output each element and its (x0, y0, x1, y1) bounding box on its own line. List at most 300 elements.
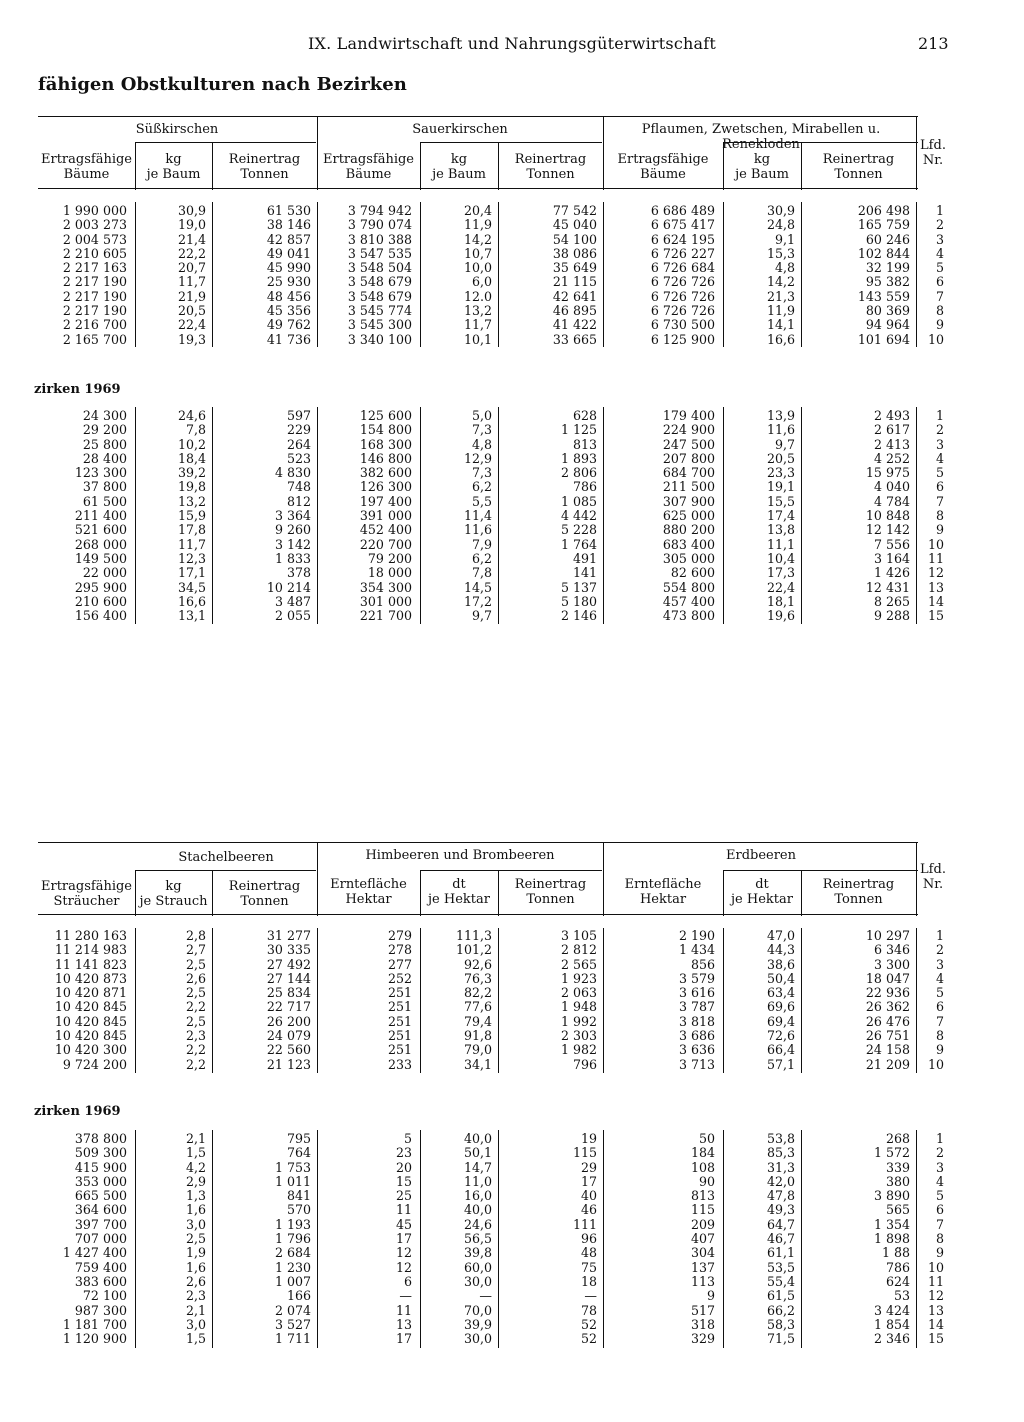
cell-per-unit: 5,0 (471, 408, 492, 423)
cell-trees-or-area: 126 300 (359, 479, 412, 495)
cell-trees-or-bushes: 415 900 (74, 1159, 127, 1175)
table-row (38, 318, 948, 332)
cell-trees-or-area: 20 (395, 1159, 412, 1175)
cell-trees-or-area: 6 726 726 (650, 303, 715, 319)
cell-per-unit: 16,6 (766, 331, 795, 347)
cell-per-unit: 42,0 (766, 1173, 795, 1189)
cell-yield: 597 (286, 408, 311, 423)
cell-yield: 165 759 (857, 217, 910, 233)
table-row (38, 1261, 948, 1275)
cell-trees-or-area: 3 545 300 (347, 317, 412, 333)
cell-trees-or-bushes: 1 990 000 (62, 203, 127, 218)
cell-trees-or-area: 82 600 (670, 565, 715, 581)
cell-yield: 339 (885, 1159, 910, 1175)
cell-yield: 786 (572, 479, 597, 495)
cell-per-unit: 47,0 (766, 928, 795, 943)
cell-yield: 1 007 (274, 1273, 311, 1289)
cell-yield: 380 (885, 1173, 910, 1189)
table-row (38, 261, 948, 275)
cell-per-unit: 66,4 (766, 1042, 795, 1058)
cell-per-unit: 4,2 (185, 1159, 206, 1175)
cell-per-unit: 21,9 (177, 288, 206, 304)
cell-per-unit: 53,8 (766, 1131, 795, 1146)
cell-trees-or-area: 625 000 (662, 508, 715, 524)
cell-per-unit: 4,8 (774, 260, 795, 276)
cell-yield: 17 (580, 1173, 597, 1189)
col-header-kg: kg je Baum (735, 152, 789, 182)
data-rows-section-b (38, 1132, 948, 1346)
cell-yield: 1 572 (873, 1145, 910, 1161)
cell-row-number: 6 (935, 999, 944, 1015)
cell-trees-or-area: 251 (387, 1013, 412, 1029)
cell-yield: 166 (286, 1288, 311, 1304)
cell-row-number: 3 (935, 436, 944, 452)
cell-row-number: 14 (927, 1316, 944, 1332)
cell-per-unit: 53,5 (766, 1259, 795, 1275)
cell-yield: 1 711 (274, 1331, 311, 1347)
table-row (38, 1246, 948, 1260)
cell-per-unit: 7,9 (471, 536, 492, 552)
cell-per-unit: 19,8 (177, 479, 206, 495)
cell-per-unit: 72,6 (766, 1028, 795, 1044)
data-rows-section-b (38, 409, 948, 623)
cell-trees-or-area: 12 (395, 1245, 412, 1261)
cell-yield: 264 (286, 436, 311, 452)
cell-trees-or-area: 457 400 (662, 593, 715, 609)
cell-trees-or-area: 6 624 195 (650, 231, 715, 247)
cell-trees-or-area: 6 726 227 (650, 245, 715, 261)
cell-trees-or-area: 3 579 (678, 970, 715, 986)
cell-trees-or-bushes: 10 420 871 (54, 985, 127, 1001)
col-header-area: Ernteﬂäche Hektar (624, 877, 702, 907)
cell-trees-or-area: 209 (690, 1216, 715, 1232)
cell-trees-or-area: 277 (387, 956, 412, 972)
cell-trees-or-bushes: 2 004 573 (62, 231, 127, 247)
cell-trees-or-area: 17 (395, 1331, 412, 1347)
cell-per-unit: 22,2 (177, 245, 206, 261)
cell-trees-or-area: 251 (387, 999, 412, 1015)
cell-per-unit: 60,0 (463, 1259, 492, 1275)
cell-per-unit: 2,1 (185, 1302, 206, 1318)
cell-per-unit: 24,6 (463, 1216, 492, 1232)
cell-yield: 786 (885, 1259, 910, 1275)
cell-row-number: 7 (935, 1216, 944, 1232)
cell-yield: 2 812 (560, 942, 597, 958)
cell-per-unit: 85,3 (766, 1145, 795, 1161)
cell-row-number: 13 (927, 1302, 944, 1318)
col-header-trees: Ertragsfähige Bäume (41, 152, 132, 182)
cell-trees-or-area: 6 730 500 (650, 317, 715, 333)
cell-per-unit: 30,9 (177, 203, 206, 218)
cell-per-unit: 2,2 (185, 1042, 206, 1058)
table-row (38, 438, 948, 452)
cell-yield: 3 487 (274, 593, 311, 609)
cell-per-unit: 14,2 (463, 231, 492, 247)
cell-per-unit: 2,5 (185, 1013, 206, 1029)
col-header-bushes: Ertragsfähige Sträucher (41, 879, 132, 909)
cell-trees-or-area: 17 (395, 1231, 412, 1247)
cell-trees-or-area: 220 700 (359, 536, 412, 552)
cell-per-unit: 13,9 (766, 408, 795, 423)
cell-trees-or-bushes: 2 217 190 (62, 274, 127, 290)
cell-yield: 38 086 (552, 245, 597, 261)
cell-row-number: 13 (927, 579, 944, 595)
cell-per-unit: 76,3 (463, 970, 492, 986)
cell-per-unit: 19,0 (177, 217, 206, 233)
cell-per-unit: 21,4 (177, 231, 206, 247)
cell-yield: 1 011 (274, 1173, 311, 1189)
cell-per-unit: 9,1 (774, 231, 795, 247)
cell-row-number: 11 (927, 550, 944, 566)
table-row (38, 581, 948, 595)
col-header-yield: Reinertrag Tonnen (822, 152, 895, 182)
cell-per-unit: 2,3 (185, 1288, 206, 1304)
cell-yield: 3 364 (274, 508, 311, 524)
header-bottom-rule (38, 914, 918, 915)
cell-trees-or-area: 45 (395, 1216, 412, 1232)
cell-trees-or-bushes: 211 400 (74, 508, 127, 524)
cell-yield: 1 948 (560, 999, 597, 1015)
cell-trees-or-area: 3 616 (678, 985, 715, 1001)
page-number: 213 (918, 34, 949, 53)
cell-trees-or-area: 3 547 535 (347, 245, 412, 261)
cell-per-unit: 19,6 (766, 608, 795, 624)
cell-per-unit: 3,0 (185, 1316, 206, 1332)
cell-trees-or-area: 3 818 (678, 1013, 715, 1029)
cell-yield: 2 146 (560, 608, 597, 624)
cell-per-unit: 13,2 (463, 303, 492, 319)
cell-trees-or-area: 813 (690, 1188, 715, 1204)
cell-yield: 378 (286, 565, 311, 581)
cell-trees-or-area: 211 500 (662, 479, 715, 495)
cell-yield: 94 964 (865, 317, 910, 333)
cell-trees-or-bushes: 25 800 (82, 436, 127, 452)
table-row (38, 480, 948, 494)
cell-per-unit: 6,2 (471, 550, 492, 566)
cell-yield: 143 559 (857, 288, 910, 304)
cell-yield: 21 123 (266, 1056, 311, 1072)
table-row (38, 523, 948, 537)
cell-trees-or-area: 115 (690, 1202, 715, 1218)
cell-per-unit: 1,6 (185, 1202, 206, 1218)
cell-yield: 795 (286, 1131, 311, 1146)
cell-trees-or-bushes: 1 181 700 (62, 1316, 127, 1332)
cell-per-unit: 56,5 (463, 1231, 492, 1247)
cell-yield: 1 898 (873, 1231, 910, 1247)
cell-row-number: 5 (935, 465, 944, 481)
cell-trees-or-area: 113 (690, 1273, 715, 1289)
cell-trees-or-area: 407 (690, 1231, 715, 1247)
table-row (38, 290, 948, 304)
cell-per-unit: 14,2 (766, 274, 795, 290)
cell-per-unit: 1,6 (185, 1259, 206, 1275)
table-row (38, 972, 948, 986)
table-row (38, 1132, 948, 1146)
cell-yield: 27 144 (266, 970, 311, 986)
cell-per-unit: 2,2 (185, 999, 206, 1015)
cell-trees-or-bushes: 149 500 (74, 550, 127, 566)
cell-trees-or-area: 125 600 (359, 408, 412, 423)
table-row (38, 986, 948, 1000)
cell-yield: 21 209 (865, 1056, 910, 1072)
cell-per-unit: 47,8 (766, 1188, 795, 1204)
cell-row-number: 10 (927, 1259, 944, 1275)
table-row (38, 304, 948, 318)
cell-per-unit: 92,6 (463, 956, 492, 972)
table-top-rule (38, 842, 918, 843)
table-row (38, 566, 948, 580)
cell-per-unit: 9,7 (471, 608, 492, 624)
table-row (38, 609, 948, 623)
cell-trees-or-bushes: 61 500 (82, 493, 127, 509)
cell-row-number: 3 (935, 1159, 944, 1175)
group-rule (420, 142, 602, 143)
col-header-yield: Reinertrag Tonnen (228, 879, 301, 909)
cell-yield: 4 830 (274, 465, 311, 481)
cell-trees-or-area: 318 (690, 1316, 715, 1332)
cell-trees-or-area: 154 800 (359, 422, 412, 438)
cell-per-unit: 10,7 (463, 245, 492, 261)
cell-row-number: 9 (935, 1245, 944, 1261)
col-header-yield: Reinertrag Tonnen (514, 152, 587, 182)
cell-per-unit: 5,5 (471, 493, 492, 509)
cell-per-unit: 2,5 (185, 1231, 206, 1247)
cell-per-unit: 10,4 (766, 550, 795, 566)
cell-yield: 12 142 (865, 522, 910, 538)
cell-trees-or-area: 25 (395, 1188, 412, 1204)
cell-row-number: 1 (935, 1131, 944, 1146)
table-row (38, 958, 948, 972)
cell-trees-or-area: 305 000 (662, 550, 715, 566)
cell-trees-or-area: 13 (395, 1316, 412, 1332)
cell-per-unit: 3,0 (185, 1216, 206, 1232)
group-rule (724, 870, 918, 871)
cell-yield: 3 527 (274, 1316, 311, 1332)
cell-yield: 77 542 (552, 203, 597, 218)
cell-yield: 5 228 (560, 522, 597, 538)
cell-trees-or-area: — (399, 1288, 412, 1304)
cell-per-unit: 17,8 (177, 522, 206, 538)
page-title: fähigen Obstkulturen nach Bezirken (38, 74, 407, 95)
cell-yield: 41 736 (266, 331, 311, 347)
cell-trees-or-area: 12 (395, 1259, 412, 1275)
cell-yield: 15 975 (865, 465, 910, 481)
cell-yield: 3 300 (873, 956, 910, 972)
cell-per-unit: 1,9 (185, 1245, 206, 1261)
cell-trees-or-area: 6 726 684 (650, 260, 715, 276)
table-row (38, 509, 948, 523)
cell-row-number: 3 (935, 231, 944, 247)
cell-yield: 4 252 (873, 450, 910, 466)
cell-per-unit: 2,1 (185, 1131, 206, 1146)
cell-trees-or-area: 684 700 (662, 465, 715, 481)
cell-per-unit: 14,5 (463, 579, 492, 595)
group-header-suesskirschen: Süßkirschen (135, 122, 219, 137)
group-header-erdbeeren: Erdbeeren (725, 848, 796, 863)
cell-trees-or-area: 137 (690, 1259, 715, 1275)
cell-yield: 1 796 (274, 1231, 311, 1247)
cell-per-unit: 2,5 (185, 956, 206, 972)
cell-trees-or-bushes: 2 217 190 (62, 303, 127, 319)
cell-per-unit: 13,1 (177, 608, 206, 624)
cell-per-unit: 39,9 (463, 1316, 492, 1332)
section-label: zirken 1969 (34, 1104, 121, 1119)
cell-row-number: 12 (927, 1288, 944, 1304)
cell-trees-or-area: 3 548 504 (347, 260, 412, 276)
cell-yield: 841 (286, 1188, 311, 1204)
cell-per-unit: 55,4 (766, 1273, 795, 1289)
cell-trees-or-area: 307 900 (662, 493, 715, 509)
cell-yield: 101 694 (857, 331, 910, 347)
cell-yield: 22 717 (266, 999, 311, 1015)
cell-yield: 2 493 (873, 408, 910, 423)
column-rule (916, 116, 917, 190)
group-rule (724, 142, 918, 143)
cell-per-unit: 21,3 (766, 288, 795, 304)
cell-trees-or-area: 168 300 (359, 436, 412, 452)
cell-trees-or-bushes: 1 427 400 (62, 1245, 127, 1261)
cell-per-unit: 11,4 (463, 508, 492, 524)
table-row (38, 1203, 948, 1217)
cell-per-unit: 22,4 (766, 579, 795, 595)
cell-trees-or-bushes: 509 300 (74, 1145, 127, 1161)
cell-yield: 80 369 (865, 303, 910, 319)
cell-yield: 4 040 (873, 479, 910, 495)
cell-trees-or-area: 2 190 (678, 928, 715, 943)
cell-trees-or-area: 391 000 (359, 508, 412, 524)
cell-trees-or-area: 233 (387, 1056, 412, 1072)
cell-yield: 61 530 (266, 203, 311, 218)
cell-trees-or-bushes: 2 217 163 (62, 260, 127, 276)
cell-row-number: 1 (935, 408, 944, 423)
cell-yield: 18 (580, 1273, 597, 1289)
cell-row-number: 7 (935, 493, 944, 509)
cell-per-unit: 2,2 (185, 1056, 206, 1072)
cell-trees-or-bushes: 210 600 (74, 593, 127, 609)
cell-yield: 141 (572, 565, 597, 581)
cell-yield: 4 442 (560, 508, 597, 524)
cell-per-unit: 17,1 (177, 565, 206, 581)
cell-trees-or-area: 11 (395, 1302, 412, 1318)
cell-yield: 764 (286, 1145, 311, 1161)
table-row (38, 1304, 948, 1318)
cell-per-unit: 2,7 (185, 942, 206, 958)
cell-yield: 52 (580, 1316, 597, 1332)
table-row (38, 247, 948, 261)
table-row (38, 1000, 948, 1014)
cell-row-number: 5 (935, 985, 944, 1001)
cell-yield: 21 115 (552, 274, 597, 290)
cell-yield: 45 356 (266, 303, 311, 319)
cell-trees-or-bushes: 364 600 (74, 1202, 127, 1218)
cell-trees-or-area: 197 400 (359, 493, 412, 509)
cell-trees-or-bushes: 10 420 845 (54, 999, 127, 1015)
cell-yield: 95 382 (865, 274, 910, 290)
cell-yield: 1 125 (560, 422, 597, 438)
cell-yield: 24 079 (266, 1028, 311, 1044)
cell-yield: 75 (580, 1259, 597, 1275)
cell-per-unit: 111,3 (455, 928, 492, 943)
cell-per-unit: 13,8 (766, 522, 795, 538)
cell-per-unit: 7,3 (471, 422, 492, 438)
cell-yield: 111 (572, 1216, 597, 1232)
cell-yield: 1 8̈8 (881, 1245, 910, 1261)
cell-yield: 3 142 (274, 536, 311, 552)
cell-trees-or-bushes: 2 003 273 (62, 217, 127, 233)
table-row (38, 1146, 948, 1160)
cell-trees-or-area: 329 (690, 1331, 715, 1347)
cell-trees-or-area: 3 686 (678, 1028, 715, 1044)
cell-trees-or-bushes: 11 280 163 (54, 928, 127, 943)
cell-trees-or-bushes: 10 420 873 (54, 970, 127, 986)
cell-per-unit: 17,4 (766, 508, 795, 524)
cell-per-unit: 24,8 (766, 217, 795, 233)
cell-yield: 812 (286, 493, 311, 509)
cell-yield: 2 346 (873, 1331, 910, 1347)
cell-trees-or-bushes: 665 500 (74, 1188, 127, 1204)
cell-per-unit: 9,7 (774, 436, 795, 452)
table-row (38, 1058, 948, 1072)
cell-per-unit: 14,7 (463, 1159, 492, 1175)
cell-trees-or-bushes: 28 400 (82, 450, 127, 466)
cell-yield: 45 990 (266, 260, 311, 276)
cell-per-unit: 7,8 (471, 565, 492, 581)
table-row (38, 1318, 948, 1332)
col-header-yield: Reinertrag Tonnen (228, 152, 301, 182)
cell-trees-or-bushes: 29 200 (82, 422, 127, 438)
cell-yield: 10 214 (266, 579, 311, 595)
cell-row-number: 10 (927, 1056, 944, 1072)
cell-trees-or-area: 251 (387, 1042, 412, 1058)
cell-row-number: 8 (935, 508, 944, 524)
cell-per-unit: 101,2 (455, 942, 492, 958)
cell-trees-or-area: 3 790 074 (347, 217, 412, 233)
cell-per-unit: 69,4 (766, 1013, 795, 1029)
col-header-kg: kg je Baum (146, 152, 201, 182)
cell-per-unit: 18,4 (177, 450, 206, 466)
cell-per-unit: 12,9 (463, 450, 492, 466)
cell-trees-or-area: 90 (698, 1173, 715, 1189)
cell-trees-or-area: 683 400 (662, 536, 715, 552)
cell-yield: 48 456 (266, 288, 311, 304)
cell-yield: 1 992 (560, 1013, 597, 1029)
cell-per-unit: 31,3 (766, 1159, 795, 1175)
table-row (38, 333, 948, 347)
cell-per-unit: 2,6 (185, 970, 206, 986)
cell-trees-or-area: 3 810 388 (347, 231, 412, 247)
cell-per-unit: 71,5 (766, 1331, 795, 1347)
cell-per-unit: 70,0 (463, 1302, 492, 1318)
cell-yield: 5 137 (560, 579, 597, 595)
cell-per-unit: 61,1 (766, 1245, 795, 1261)
cell-yield: 565 (885, 1202, 910, 1218)
cell-yield: 2 055 (274, 608, 311, 624)
cell-yield: 268 (885, 1131, 910, 1146)
cell-yield: 25 930 (266, 274, 311, 290)
cell-per-unit: 20,5 (177, 303, 206, 319)
cell-yield: 3 424 (873, 1302, 910, 1318)
cell-row-number: 8 (935, 1028, 944, 1044)
cell-yield: 3 105 (560, 928, 597, 943)
col-header-trees: Ertragsfähige Bäume (323, 152, 414, 182)
cell-yield: 1 764 (560, 536, 597, 552)
cell-yield: 26 751 (865, 1028, 910, 1044)
cell-per-unit: 13,2 (177, 493, 206, 509)
cell-row-number: 2 (935, 422, 944, 438)
cell-yield: 1 230 (274, 1259, 311, 1275)
cell-per-unit: 11,7 (177, 274, 206, 290)
cell-per-unit: 79,0 (463, 1042, 492, 1058)
